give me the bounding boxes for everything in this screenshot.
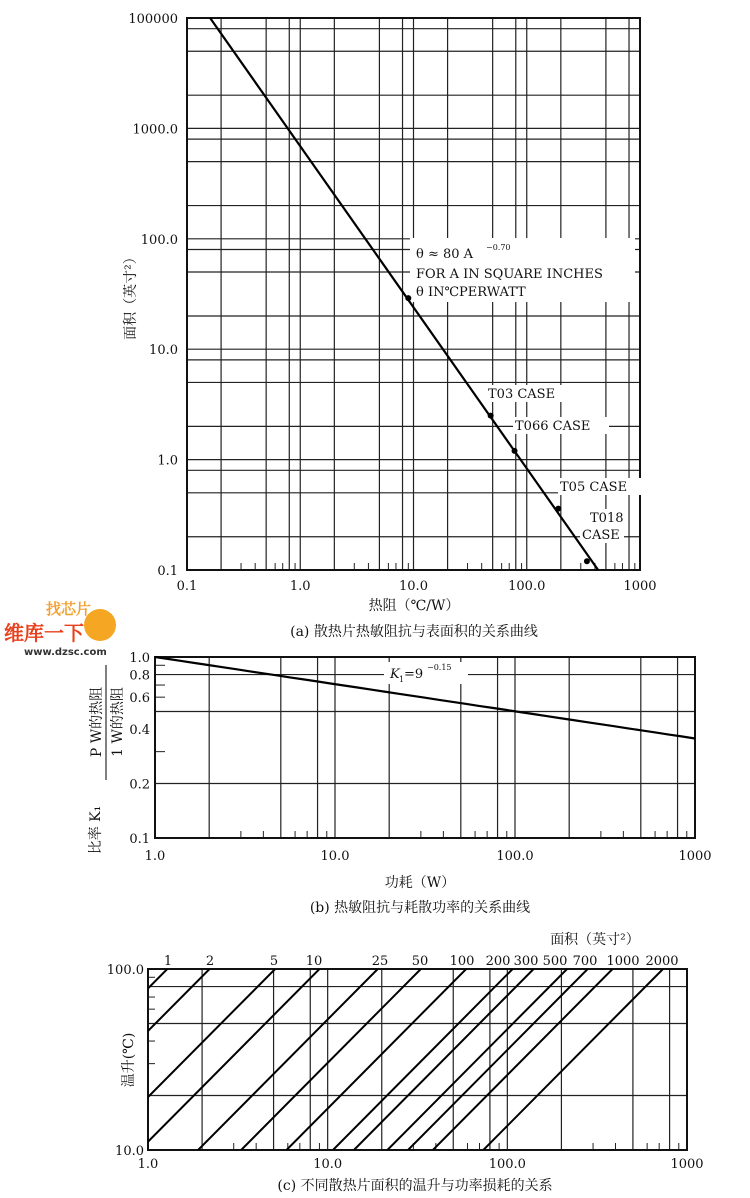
y-tick-label: 1.0 [157, 453, 178, 469]
y-tick-label: 100.0 [140, 232, 178, 248]
series-line-area-500 [387, 969, 567, 1150]
series-line-area-2000 [483, 969, 663, 1150]
formula-text: θ ≈ 80 A [416, 247, 474, 262]
watermark-url: www.dzsc.com [24, 647, 107, 658]
x-tick-label: 10.0 [313, 1157, 343, 1172]
x-tick-label: 10.0 [399, 579, 428, 594]
area-label: 200 [485, 954, 511, 969]
chart-caption: (b) 热敏阻抗与耗散功率的关系曲线 [309, 900, 531, 916]
area-label: 5 [269, 954, 279, 969]
chart-caption: (a) 散热片热敏阻抗与表面积的关系曲线 [290, 624, 538, 640]
area-label: 700 [572, 954, 598, 969]
watermark-logo [4, 600, 116, 658]
series-line-area-1000 [433, 969, 613, 1150]
x-tick-label: 1.0 [144, 849, 166, 864]
legend-title: 面积（英寸²） [550, 932, 640, 948]
x-tick-label: 1000 [670, 1157, 704, 1172]
series-line-area-100 [286, 969, 466, 1150]
area-label: 2 [205, 954, 215, 969]
data-point [405, 295, 411, 301]
plot-frame [155, 657, 695, 838]
formula-k: K [390, 667, 400, 682]
y-tick-label: 0.1 [129, 832, 150, 847]
x-tick-label: 100.0 [508, 579, 546, 594]
chart-b [88, 651, 712, 916]
point-label: T05 CASE [560, 480, 628, 495]
y-tick-label: 0.8 [129, 668, 150, 684]
series-line-area-700 [408, 969, 588, 1150]
chart-a [122, 12, 657, 640]
y-tick-label: 10.0 [115, 1144, 144, 1159]
data-point [555, 506, 561, 512]
y-tick-label: 0.1 [157, 564, 178, 579]
y-axis-label-numerator: P W的热阻 [89, 686, 105, 758]
formula-sub: 1 [399, 675, 405, 684]
y-tick-label: 1000.0 [132, 122, 178, 138]
x-tick-label: 1000 [678, 849, 712, 864]
area-label: 500 [542, 954, 568, 969]
point-label: T03 CASE [488, 387, 556, 402]
y-tick-label: 100.0 [106, 963, 144, 978]
x-tick-label: 10.0 [320, 849, 350, 864]
chart-c [0, 931, 704, 1194]
point-label: T066 CASE [515, 419, 591, 434]
area-label: 50 [411, 954, 429, 969]
watermark-main: 维库一下 [4, 621, 84, 645]
series-line-area-200 [333, 969, 513, 1150]
series-line-area-2 [30, 969, 210, 1150]
series-line-area-10 [140, 969, 320, 1150]
formula-exponent: −0.15 [427, 663, 452, 672]
y-tick-label: 1.0 [129, 651, 150, 666]
y-tick-label: 0.6 [129, 691, 150, 707]
area-label: 10 [305, 954, 323, 969]
x-tick-label: 100.0 [488, 1157, 526, 1172]
x-tick-label: 1.0 [137, 1157, 159, 1172]
y-tick-label: 100000 [128, 12, 178, 27]
series-line-area-50 [241, 969, 421, 1150]
y-axis-label-denominator: 1 W的热阻 [110, 687, 126, 757]
series-line-area-1 [0, 969, 167, 1150]
series-line-area-300 [354, 969, 534, 1150]
x-tick-label: 100.0 [496, 849, 534, 864]
series-line-area-25 [198, 969, 378, 1150]
y-tick-label: 0.4 [129, 723, 150, 739]
area-label: 1 [163, 954, 173, 969]
area-label: 100 [449, 954, 475, 969]
chart-caption: (c) 不同散热片面积的温升与功率损耗的关系 [277, 1178, 553, 1194]
annotation-line-2: FOR A IN SQUARE INCHES [416, 267, 603, 282]
y-axis-label: 温升(℃) [121, 1032, 137, 1088]
x-tick-label: 0.1 [176, 579, 198, 594]
area-label: 300 [513, 954, 539, 969]
x-tick-label: 1000 [623, 579, 657, 594]
x-axis-label: 热阻（℃/W） [368, 598, 460, 614]
annotation-line-3: θ IN℃PERWATT [416, 285, 526, 300]
data-point [584, 558, 590, 564]
watermark-top: 找芯片 [46, 600, 92, 618]
y-tick-label: 0.2 [129, 777, 150, 793]
data-point [512, 448, 518, 454]
data-point [488, 413, 494, 419]
point-label: T018 [590, 511, 624, 526]
y-tick-label: 10.0 [149, 343, 178, 359]
area-label: 25 [371, 954, 389, 969]
area-label: 2000 [645, 954, 679, 969]
area-label: 1000 [606, 954, 640, 969]
x-tick-label: 1.0 [289, 579, 311, 594]
formula-eq: =9 [404, 667, 424, 682]
y-axis-label: 比率 K₁ [88, 805, 104, 855]
x-axis-label: 功耗（W） [384, 875, 456, 891]
y-axis-label: 面积（英寸²） [123, 250, 139, 340]
point-label: CASE [582, 528, 620, 543]
formula-exponent: −0.70 [486, 243, 511, 252]
